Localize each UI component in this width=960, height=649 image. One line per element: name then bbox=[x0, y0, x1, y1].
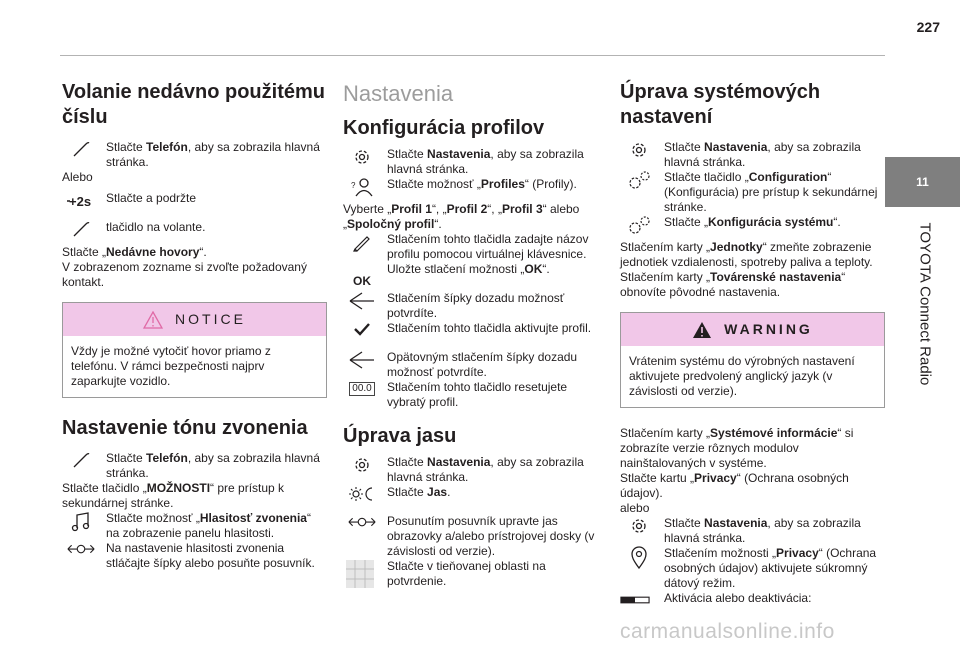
instruction-sysinfo: Stlačením karty „Systémové informácie“ si zobrazíte verzie rôznych modulov nainštalovaných v systéme. bbox=[620, 426, 854, 470]
warning-triangle-icon bbox=[143, 311, 163, 329]
pencil-icon bbox=[347, 232, 377, 260]
notice-text: Vždy je možné vytočiť hovor priamo z telefónu. V rámci bezpečnosti najprv zaparkujte vozidlo. bbox=[71, 344, 271, 388]
section-title-system: Úprava systémových nastavení bbox=[620, 81, 821, 128]
notice-box bbox=[62, 302, 327, 398]
column-1 bbox=[62, 80, 327, 571]
instruction-contact: V zobrazenom zozname si zvoľte požadovaný kontakt. bbox=[62, 260, 307, 289]
gear-icon bbox=[624, 516, 654, 544]
column-2 bbox=[343, 80, 608, 589]
ok-icon: OK bbox=[353, 274, 371, 288]
warning-text: Vrátenim systému do výrobných nastavení aktivujete predvolený anglický jazyk (v závislosti od verzie). bbox=[629, 354, 855, 398]
step-settings: Stlačte Nastavenia, aby sa zobrazila hlavná stránka. bbox=[343, 147, 608, 177]
step-hold: +2s Stlačte a podržte bbox=[62, 191, 327, 206]
step-phone: Stlačte Telefón, aby sa zobrazila hlavná stránka. bbox=[62, 140, 327, 170]
slider-arrows-icon bbox=[66, 541, 96, 569]
instruction-recent: Stlačte „Nedávne hovory“. bbox=[62, 245, 207, 259]
warning-triangle-icon bbox=[692, 321, 712, 339]
section-title-ringtone: Nastavenie tónu zvonenia bbox=[62, 417, 308, 439]
header-rule bbox=[60, 55, 885, 56]
press-2s-icon bbox=[66, 191, 96, 219]
step-privacy: Stlačením možnosti „Privacy“ (Ochrana osobných údajov) aktivujete súkromný dátový režim. bbox=[620, 546, 885, 591]
section-title-profiles: Konfigurácia profilov bbox=[343, 117, 545, 139]
step-settings-2: Stlačte Nastavenia, aby sa zobrazila hlavná stránka. bbox=[343, 455, 608, 485]
column-3 bbox=[620, 80, 885, 606]
or-text: Alebo bbox=[62, 170, 93, 184]
brightness-icon bbox=[347, 485, 377, 513]
step-ok: OK Uložte stlačení možnosti „OK“. bbox=[343, 262, 608, 277]
svg-text:?: ? bbox=[351, 181, 356, 190]
step-name: Stlačením tohto tlačidla zadajte názov profilu pomocou virtuálnej klávesnice. bbox=[343, 232, 608, 262]
step-slider: Na nastavenie hlasitosti zvonenia stláčajte šípky alebo posuňte posuvník. bbox=[62, 541, 327, 571]
or-text: alebo bbox=[620, 501, 650, 515]
instruction-select-profile: Vyberte „Profil 1“, „Profil 2“, „Profil 3“ alebo „Spoločný profil“. bbox=[343, 202, 580, 231]
section-title-recent-call: Volanie nedávno použitému číslu bbox=[62, 81, 325, 128]
gear-icon bbox=[624, 140, 654, 168]
instruction-factory: Stlačením karty „Továrenské nastavenia“ obnovíte pôvodné nastavenia. bbox=[620, 270, 846, 299]
stylus-icon bbox=[66, 451, 96, 479]
toggle-icon bbox=[620, 595, 650, 623]
step-volume: Stlačte možnosť „Hlasitosť zvonenia“ na zobrazenie panelu hlasitosti. bbox=[62, 511, 327, 541]
stylus-icon bbox=[66, 220, 96, 248]
back-arrow-icon bbox=[347, 291, 377, 319]
back-arrow-icon bbox=[347, 350, 377, 378]
step-system-config: Stlačte „Konfigurácia systému“. bbox=[620, 215, 885, 230]
step-settings-3: Stlačte Nastavenia, aby sa zobrazila hlavná stránka. bbox=[620, 140, 885, 170]
section-heading-settings: Nastavenia bbox=[343, 81, 454, 106]
step-phone-2: Stlačte Telefón, aby sa zobrazila hlavná stránka. bbox=[62, 451, 327, 481]
svg-text:+2s: +2s bbox=[69, 194, 92, 209]
section-title-brightness: Úprava jasu bbox=[343, 425, 457, 447]
gears-icon bbox=[624, 170, 654, 198]
watermark: carmanualsonline.info bbox=[620, 620, 835, 643]
music-note-icon bbox=[66, 511, 96, 539]
reset-counter-icon: 00.0 bbox=[349, 382, 374, 396]
step-back: Stlačením šípky dozadu možnosť potvrdíte. bbox=[343, 291, 608, 321]
stylus-icon bbox=[66, 140, 96, 168]
step-brightness-slider: Posunutím posuvník upravte jas obrazovky a/alebo prístrojovej dosky (v závislosti od verzie). bbox=[343, 514, 608, 559]
step-settings-4: Stlačte Nastavenia, aby sa zobrazila hlavná stránka. bbox=[620, 516, 885, 546]
shaded-area-icon bbox=[345, 559, 375, 587]
profile-icon bbox=[347, 177, 377, 205]
instruction-options: Stlačte tlačidlo „MOŽNOSTI“ pre prístup k sekundárnej stránke. bbox=[62, 481, 285, 510]
gear-icon bbox=[347, 455, 377, 483]
step-brightness: Stlačte Jas. bbox=[343, 485, 608, 500]
step-reset: 00.0 Stlačením tohto tlačidlo resetujete vybratý profil. bbox=[343, 380, 608, 410]
slider-arrows-icon bbox=[347, 514, 377, 542]
chapter-label: TOYOTA Connect Radio bbox=[916, 222, 934, 386]
warning-header: WARNING bbox=[621, 313, 884, 346]
instruction-units: Stlačením karty „Jednotky“ zmeňte zobrazenie jednotiek vzdialenosti, spotreby paliva a teploty. bbox=[620, 240, 873, 269]
gears-icon bbox=[624, 215, 654, 243]
step-confirm: Stlačte v tieňovanej oblasti na potvrdenie. bbox=[343, 559, 608, 589]
gear-icon bbox=[347, 147, 377, 175]
instruction-privacy: Stlačte kartu „Privacy“ (Ochrana osobných údajov). bbox=[620, 471, 849, 500]
notice-header: NOTICE bbox=[63, 303, 326, 336]
check-icon bbox=[347, 321, 377, 349]
step-activate: Stlačením tohto tlačidla aktivujte profil. bbox=[343, 321, 608, 336]
step-toggle: Aktivácia alebo deaktivácia: bbox=[620, 591, 885, 606]
page-number: 227 bbox=[916, 19, 940, 35]
chapter-tab[interactable]: 11 bbox=[885, 157, 960, 207]
location-pin-icon bbox=[624, 546, 654, 574]
step-back-2: Opätovným stlačením šípky dozadu možnosť potvrdíte. bbox=[343, 350, 608, 380]
step-profiles: ? Stlačte možnosť „Profiles“ (Profily). bbox=[343, 177, 608, 192]
step-wheel: tlačidlo na volante. bbox=[62, 220, 327, 235]
warning-box bbox=[620, 312, 885, 408]
step-configuration: Stlačte tlačidlo „Configuration“ (Konfigurácia) pre prístup k sekundárnej stránke. bbox=[620, 170, 885, 215]
